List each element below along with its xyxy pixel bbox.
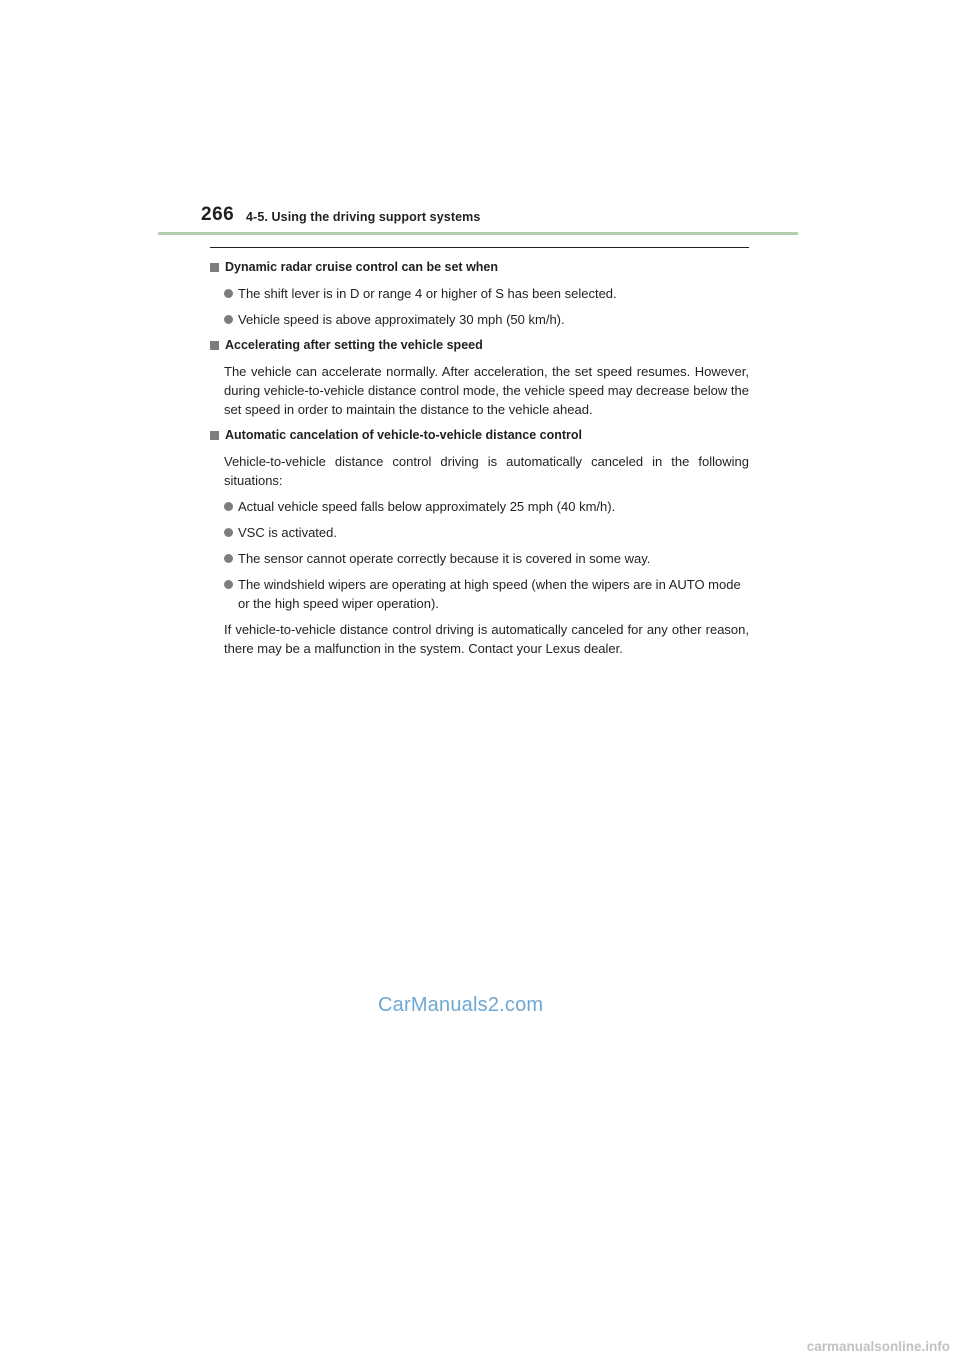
list-item xyxy=(224,523,749,542)
footer-watermark[interactable]: carmanualsonline.info xyxy=(806,1339,950,1354)
square-bullet-icon xyxy=(210,263,219,272)
circle-bullet-icon xyxy=(224,289,233,298)
list-item xyxy=(224,497,749,516)
circle-bullet-icon xyxy=(224,580,233,589)
heading-text: Automatic cancelation of vehicle-to-vehicle distance control xyxy=(225,428,583,442)
square-bullet-icon xyxy=(210,341,219,350)
paragraph: Vehicle-to-vehicle distance control driving is automatically canceled in the following situations: xyxy=(224,454,749,488)
section-heading xyxy=(210,426,749,445)
header-divider xyxy=(158,232,798,235)
section-title: 4-5. Using the driving support systems xyxy=(246,210,481,224)
heading-text: Dynamic radar cruise control can be set when xyxy=(225,260,499,274)
paragraph: If vehicle-to-vehicle distance control driving is automatically canceled for any other reason, there may be a malfunction in the system. Contact your Lexus dealer. xyxy=(224,622,749,656)
circle-bullet-icon xyxy=(224,554,233,563)
list-item-text: The shift lever is in D or range 4 or higher of S has been selected. xyxy=(238,286,617,301)
list-item-text: Actual vehicle speed falls below approximately 25 mph (40 km/h). xyxy=(238,499,616,514)
list-item-text: Vehicle speed is above approximately 30 mph (50 km/h). xyxy=(238,312,565,327)
list-item-text: The sensor cannot operate correctly because it is covered in some way. xyxy=(238,551,651,566)
list-item xyxy=(224,284,749,303)
circle-bullet-icon xyxy=(224,315,233,324)
circle-bullet-icon xyxy=(224,502,233,511)
list-item xyxy=(224,549,749,568)
page-number: 266 xyxy=(201,204,235,225)
section-heading xyxy=(210,336,749,355)
list-item xyxy=(224,575,749,613)
list-item-text: The windshield wipers are operating at high speed (when the wipers are in AUTO mode or the high speed wiper operation). xyxy=(238,577,741,611)
section-heading xyxy=(210,258,749,277)
page-content xyxy=(210,258,749,658)
page-header xyxy=(158,200,798,236)
center-watermark[interactable]: CarManuals2.com xyxy=(378,994,544,1016)
content-divider xyxy=(210,247,749,248)
square-bullet-icon xyxy=(210,431,219,440)
list-item xyxy=(224,310,749,329)
circle-bullet-icon xyxy=(224,528,233,537)
paragraph: The vehicle can accelerate normally. After acceleration, the set speed resumes. However, during vehicle-to-vehicle distance control mode, the vehicle speed may decrease below the set speed in order to maintain the distance to the vehicle ahead. xyxy=(224,364,749,417)
list-item-text: VSC is activated. xyxy=(238,525,337,540)
heading-text: Accelerating after setting the vehicle speed xyxy=(225,338,483,352)
